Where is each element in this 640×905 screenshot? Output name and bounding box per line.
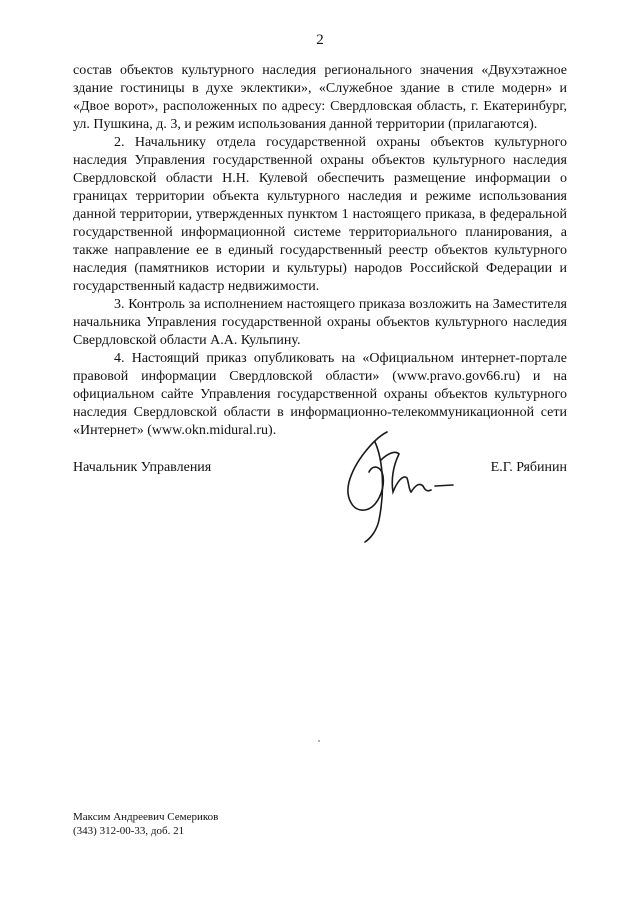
contact-phone: (343) 312-00-33, доб. 21 [73,825,185,837]
contact-name: Максим Андреевич Семериков [73,811,219,823]
paragraph-item-2: 2. Начальнику отдела государственной охраны объектов культурного наследия Управления государственной охраны объектов культурного наследия Свердловской области Н.Н. Кулевой обеспечить размещение информации о границах территории объекта культурного наследия и режиме использования данной территории, утвержденных пунктом 1 настоящего приказа, в федеральной государственной информационной системе территориального планирования, а также направление ее в единый государственный реестр объектов культурного наследия (памятников истории и культуры) народов Российской Федерации и государственный кадастр недвижимости. [73,135,567,294]
paragraph-item-3: 3. Контроль за исполнением настоящего приказа возложить на Заместителя начальника Управления государственной охраны объектов культурного наследия Свердловской области А.А. Кульпину. [73,297,567,348]
signer-name: Е.Г. Рябинин [490,460,567,475]
signer-title: Начальник Управления [73,460,212,475]
paragraph-item-4: 4. Настоящий приказ опубликовать на «Официальном интернет-портале правовой информации Свердловской области» (www.pravo.gov66.ru) и на официальном сайте Управления государственной охраны объектов культурного наследия Свердловской области в информационно-телекоммуникационной сети «Интернет» (www.okn.midural.ru). [73,351,567,438]
page-number: 2 [316,32,324,48]
document-body [73,62,567,440]
paragraph-continuation: состав объектов культурного наследия регионального значения «Двухэтажное здание гостиницы в духе эклектики», «Служебное здание в стиле модерн» и «Двое ворот», расположенных по адресу: Свердловская область, г. Екатеринбург, ул. Пушкина, д. 3, и режим использования данной территории (прилагаются). [73,63,567,132]
signature-row [73,460,567,490]
stray-dot [318,740,320,742]
contact-block [73,810,218,838]
